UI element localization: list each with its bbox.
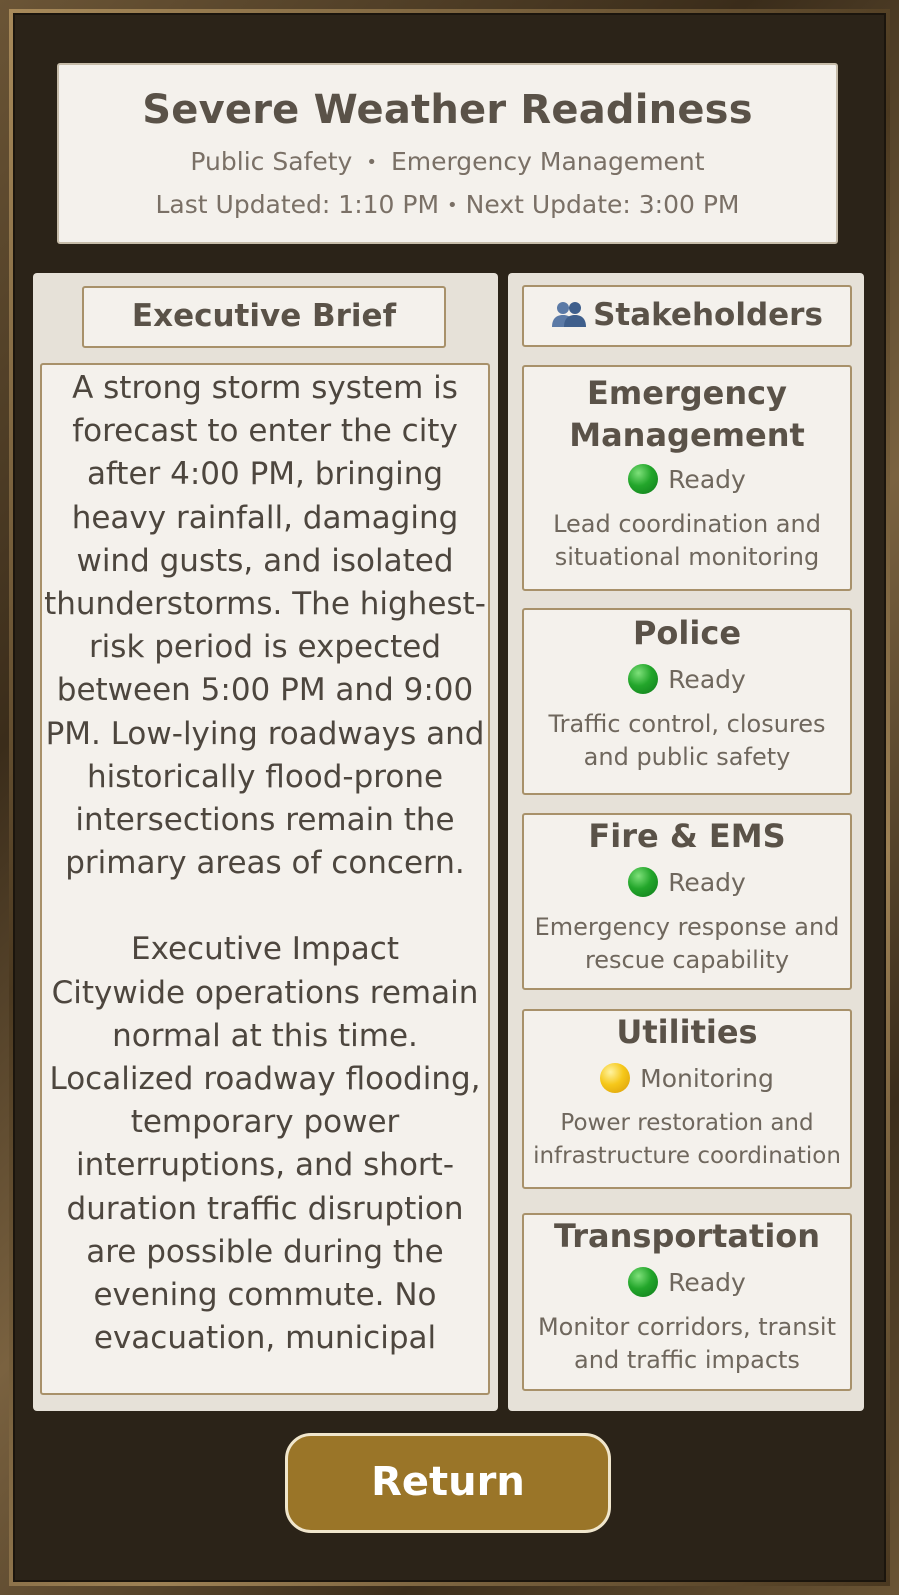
status-dot-icon xyxy=(628,867,658,897)
header-card xyxy=(57,63,838,244)
header-timestamps xyxy=(59,190,836,219)
header-categories xyxy=(59,147,836,176)
stakeholder-name: Utilities xyxy=(616,1013,758,1051)
stakeholder-name: Police xyxy=(632,614,742,652)
stakeholder-card-police[interactable] xyxy=(522,608,852,795)
executive-brief-heading: Executive Brief xyxy=(82,286,446,348)
paragraph-gap xyxy=(44,885,486,928)
executive-brief-body[interactable] xyxy=(40,363,490,1395)
separator-dot: • xyxy=(447,195,458,216)
category-label: Public Safety xyxy=(190,147,353,176)
stakeholder-description: Monitor corridors, transit and traffic impacts xyxy=(537,1313,837,1374)
status-dot-icon xyxy=(628,664,658,694)
people-icon xyxy=(551,300,587,328)
return-button[interactable]: Return xyxy=(285,1433,611,1533)
separator-dot: • xyxy=(366,152,377,173)
stakeholder-status xyxy=(524,1267,850,1297)
next-update: Next Update: 3:00 PM xyxy=(465,190,740,219)
stakeholders-panel xyxy=(508,273,864,1411)
stakeholder-description: Traffic control, closures and public safety xyxy=(548,710,826,771)
stakeholder-description: Lead coordination and situational monitoring xyxy=(553,510,821,571)
status-dot-icon xyxy=(628,1267,658,1297)
stakeholder-name: Emergency Management xyxy=(569,374,805,454)
status-label: Monitoring xyxy=(640,1063,774,1093)
brief-paragraph: Citywide operations remain normal at this time. Localized roadway flooding, temporary power interruptions, and short-duration traffic disruption are possible during the evening commute. No evacuation, municipal xyxy=(49,974,481,1357)
last-updated: Last Updated: 1:10 PM xyxy=(155,190,440,219)
stakeholder-card-utilities[interactable] xyxy=(522,1009,852,1189)
status-dot-icon xyxy=(628,464,658,494)
executive-brief-panel xyxy=(33,273,498,1411)
status-label: Ready xyxy=(668,867,746,897)
frame-border xyxy=(9,9,890,1586)
department-label: Emergency Management xyxy=(390,147,705,176)
impact-heading: Executive Impact xyxy=(131,931,399,968)
status-label: Ready xyxy=(668,1267,746,1297)
stakeholder-card-transportation[interactable] xyxy=(522,1213,852,1391)
stakeholder-name: Fire & EMS xyxy=(588,817,786,855)
stakeholder-status xyxy=(524,464,850,494)
stakeholder-status xyxy=(524,1063,850,1093)
stakeholder-card-emergency-management[interactable] xyxy=(522,365,852,591)
dashboard-board xyxy=(13,13,886,1582)
page-title: Severe Weather Readiness xyxy=(142,87,753,133)
status-label: Ready xyxy=(668,664,746,694)
stakeholders-heading xyxy=(522,285,852,347)
status-dot-icon xyxy=(600,1063,630,1093)
stakeholder-card-fire-ems[interactable] xyxy=(522,813,852,990)
stakeholder-status xyxy=(524,867,850,897)
status-label: Ready xyxy=(668,464,746,494)
stakeholders-title: Stakeholders xyxy=(593,297,823,333)
stakeholder-description: Emergency response and rescue capability xyxy=(534,913,840,974)
stakeholder-description: Power restoration and infrastructure coordination xyxy=(533,1110,841,1169)
stakeholder-status xyxy=(524,664,850,694)
stakeholder-name: Transportation xyxy=(553,1217,821,1255)
brief-paragraph: A strong storm system is forecast to enter the city after 4:00 PM, bringing heavy rainfall, damaging wind gusts, and isolated thunderstorms. The highest-risk period is expected between 5:00 PM and 9:00 PM. Low-lying roadways and historically flood-prone intersections remain the primary areas of concern. xyxy=(44,370,486,882)
